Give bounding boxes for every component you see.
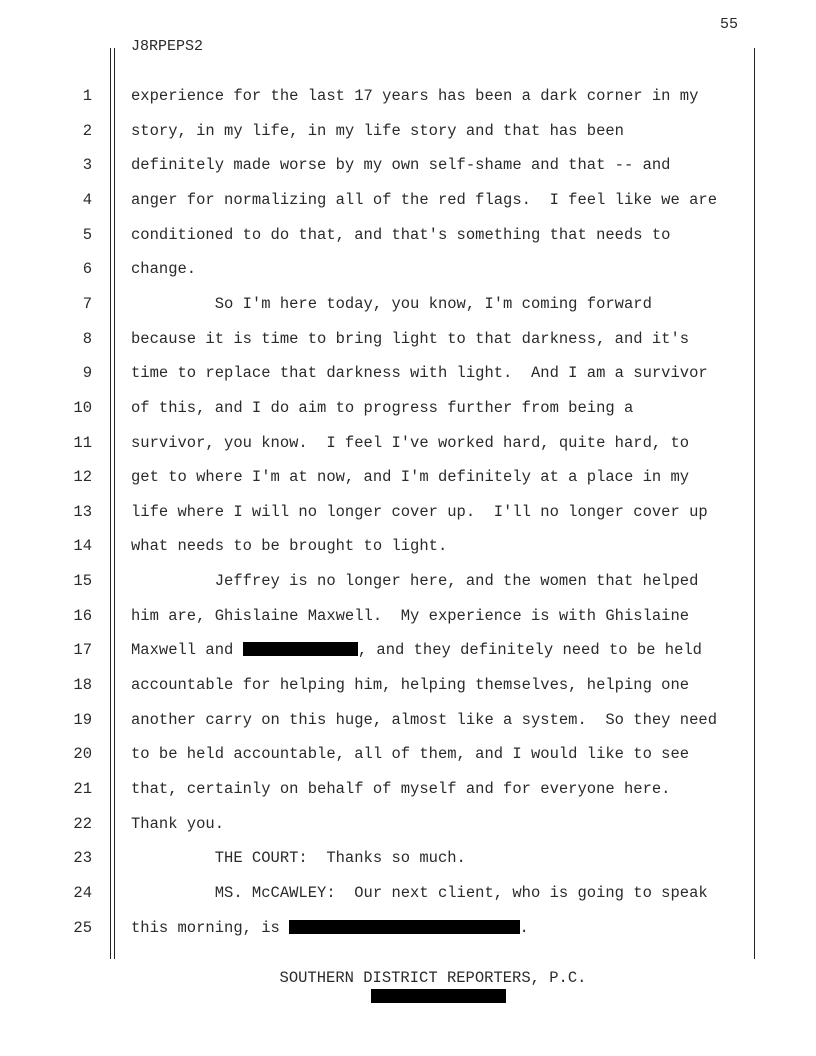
- line-number: 16: [73, 606, 92, 625]
- line-number: 17: [73, 641, 92, 660]
- transcript-line: [131, 122, 624, 140]
- line-text-segment: him are, Ghislaine Maxwell. My experience is with Ghislaine: [131, 606, 690, 625]
- transcript-line: [131, 607, 689, 625]
- line-text-segment: to be held accountable, all of them, and I would like to see: [131, 745, 690, 764]
- line-number: 22: [73, 814, 92, 833]
- transcript-line: [131, 468, 689, 486]
- line-text-segment: because it is time to bring light to that darkness, and it's: [131, 329, 690, 348]
- redaction-bar: [243, 642, 358, 656]
- transcript-line: [131, 226, 671, 244]
- line-number: 19: [73, 710, 92, 729]
- transcript-line: [131, 919, 529, 937]
- line-text-segment: of this, and I do aim to progress further from being a: [131, 398, 634, 417]
- transcript-line: [131, 330, 689, 348]
- transcript-line: [131, 260, 196, 278]
- line-number: 14: [73, 537, 92, 556]
- line-text-segment: Thank you.: [131, 814, 225, 833]
- redaction-bar: [289, 920, 519, 934]
- line-text-segment: get to where I'm at now, and I'm definitely at a place in my: [131, 468, 690, 487]
- line-number: 20: [73, 745, 92, 764]
- case-code: J8RPEPS2: [131, 38, 204, 55]
- line-text-segment: Maxwell and: [131, 641, 243, 660]
- page-number: 55: [719, 16, 738, 33]
- line-text-segment: accountable for helping him, helping themselves, helping one: [131, 676, 690, 695]
- transcript-line: [131, 884, 708, 902]
- transcript-line: [131, 399, 633, 417]
- left-margin-rule-outer: [110, 48, 111, 959]
- line-text-segment: life where I will no longer cover up. I'll no longer cover up: [131, 502, 708, 521]
- transcript-line: [131, 572, 698, 590]
- line-number: 13: [73, 502, 92, 521]
- line-text-segment: change.: [131, 260, 197, 279]
- transcript-line: [131, 156, 671, 174]
- line-number: 5: [82, 225, 92, 244]
- line-text-segment: MS. McCAWLEY: Our next client, who is going to speak: [131, 883, 708, 902]
- line-number: 2: [82, 121, 92, 140]
- line-text-segment: .: [519, 918, 529, 937]
- transcript-line: [131, 434, 689, 452]
- line-number: 6: [82, 260, 92, 279]
- line-text-segment: THE COURT: Thanks so much.: [131, 849, 466, 868]
- line-text-segment: this morning, is: [131, 918, 290, 937]
- transcript-line: [131, 711, 717, 729]
- line-text-segment: survivor, you know. I feel I've worked hard, quite hard, to: [131, 433, 690, 452]
- line-number: 23: [73, 849, 92, 868]
- line-number: 12: [73, 468, 92, 487]
- left-margin-rule-inner: [114, 48, 115, 959]
- line-number: 21: [73, 780, 92, 798]
- transcript-line: [131, 849, 466, 867]
- line-text-segment: , and they definitely need to be held: [357, 641, 702, 660]
- footer-redaction-bar: [371, 989, 506, 1003]
- line-text-segment: experience for the last 17 years has been a dark corner in my: [131, 87, 699, 105]
- line-number: 9: [82, 364, 92, 383]
- line-number: 25: [73, 918, 92, 937]
- transcript-line: [131, 745, 689, 763]
- court-reporter-footer: SOUTHERN DISTRICT REPORTERS, P.C.: [279, 969, 587, 987]
- line-text-segment: what needs to be brought to light.: [131, 537, 448, 556]
- line-number: 18: [73, 676, 92, 695]
- transcript-line: [131, 641, 702, 659]
- line-text-segment: So I'm here today, you know, I'm coming forward: [131, 294, 652, 313]
- line-number: 8: [82, 329, 92, 348]
- line-text-segment: definitely made worse by my own self-shame and that -- and: [131, 156, 671, 175]
- transcript-line: [131, 780, 671, 798]
- line-text-segment: that, certainly on behalf of myself and for everyone here.: [131, 780, 671, 798]
- transcript-line: [131, 503, 708, 521]
- transcript-line: [131, 191, 717, 209]
- transcript-line: [131, 364, 708, 382]
- right-margin-rule: [754, 48, 755, 959]
- line-text-segment: conditioned to do that, and that's something that needs to: [131, 225, 671, 244]
- line-number: 24: [73, 883, 92, 902]
- line-number: 3: [82, 156, 92, 175]
- transcript-line: [131, 676, 689, 694]
- line-text-segment: another carry on this huge, almost like a system. So they need: [131, 710, 717, 729]
- line-text-segment: Jeffrey is no longer here, and the women that helped: [131, 572, 699, 591]
- transcript-line: [131, 815, 224, 833]
- line-number: 7: [82, 294, 92, 313]
- line-text-segment: time to replace that darkness with light. And I am a survivor: [131, 364, 708, 383]
- transcript-line: [131, 537, 447, 555]
- line-number: 15: [73, 572, 92, 591]
- line-number: 4: [82, 190, 92, 209]
- line-number: 11: [73, 433, 92, 452]
- line-text-segment: story, in my life, in my life story and that has been: [131, 121, 624, 140]
- transcript-line: [131, 87, 698, 105]
- line-number: 10: [73, 398, 92, 417]
- line-number: 1: [82, 87, 92, 105]
- transcript-line: [131, 295, 652, 313]
- line-text-segment: anger for normalizing all of the red flags. I feel like we are: [131, 190, 717, 209]
